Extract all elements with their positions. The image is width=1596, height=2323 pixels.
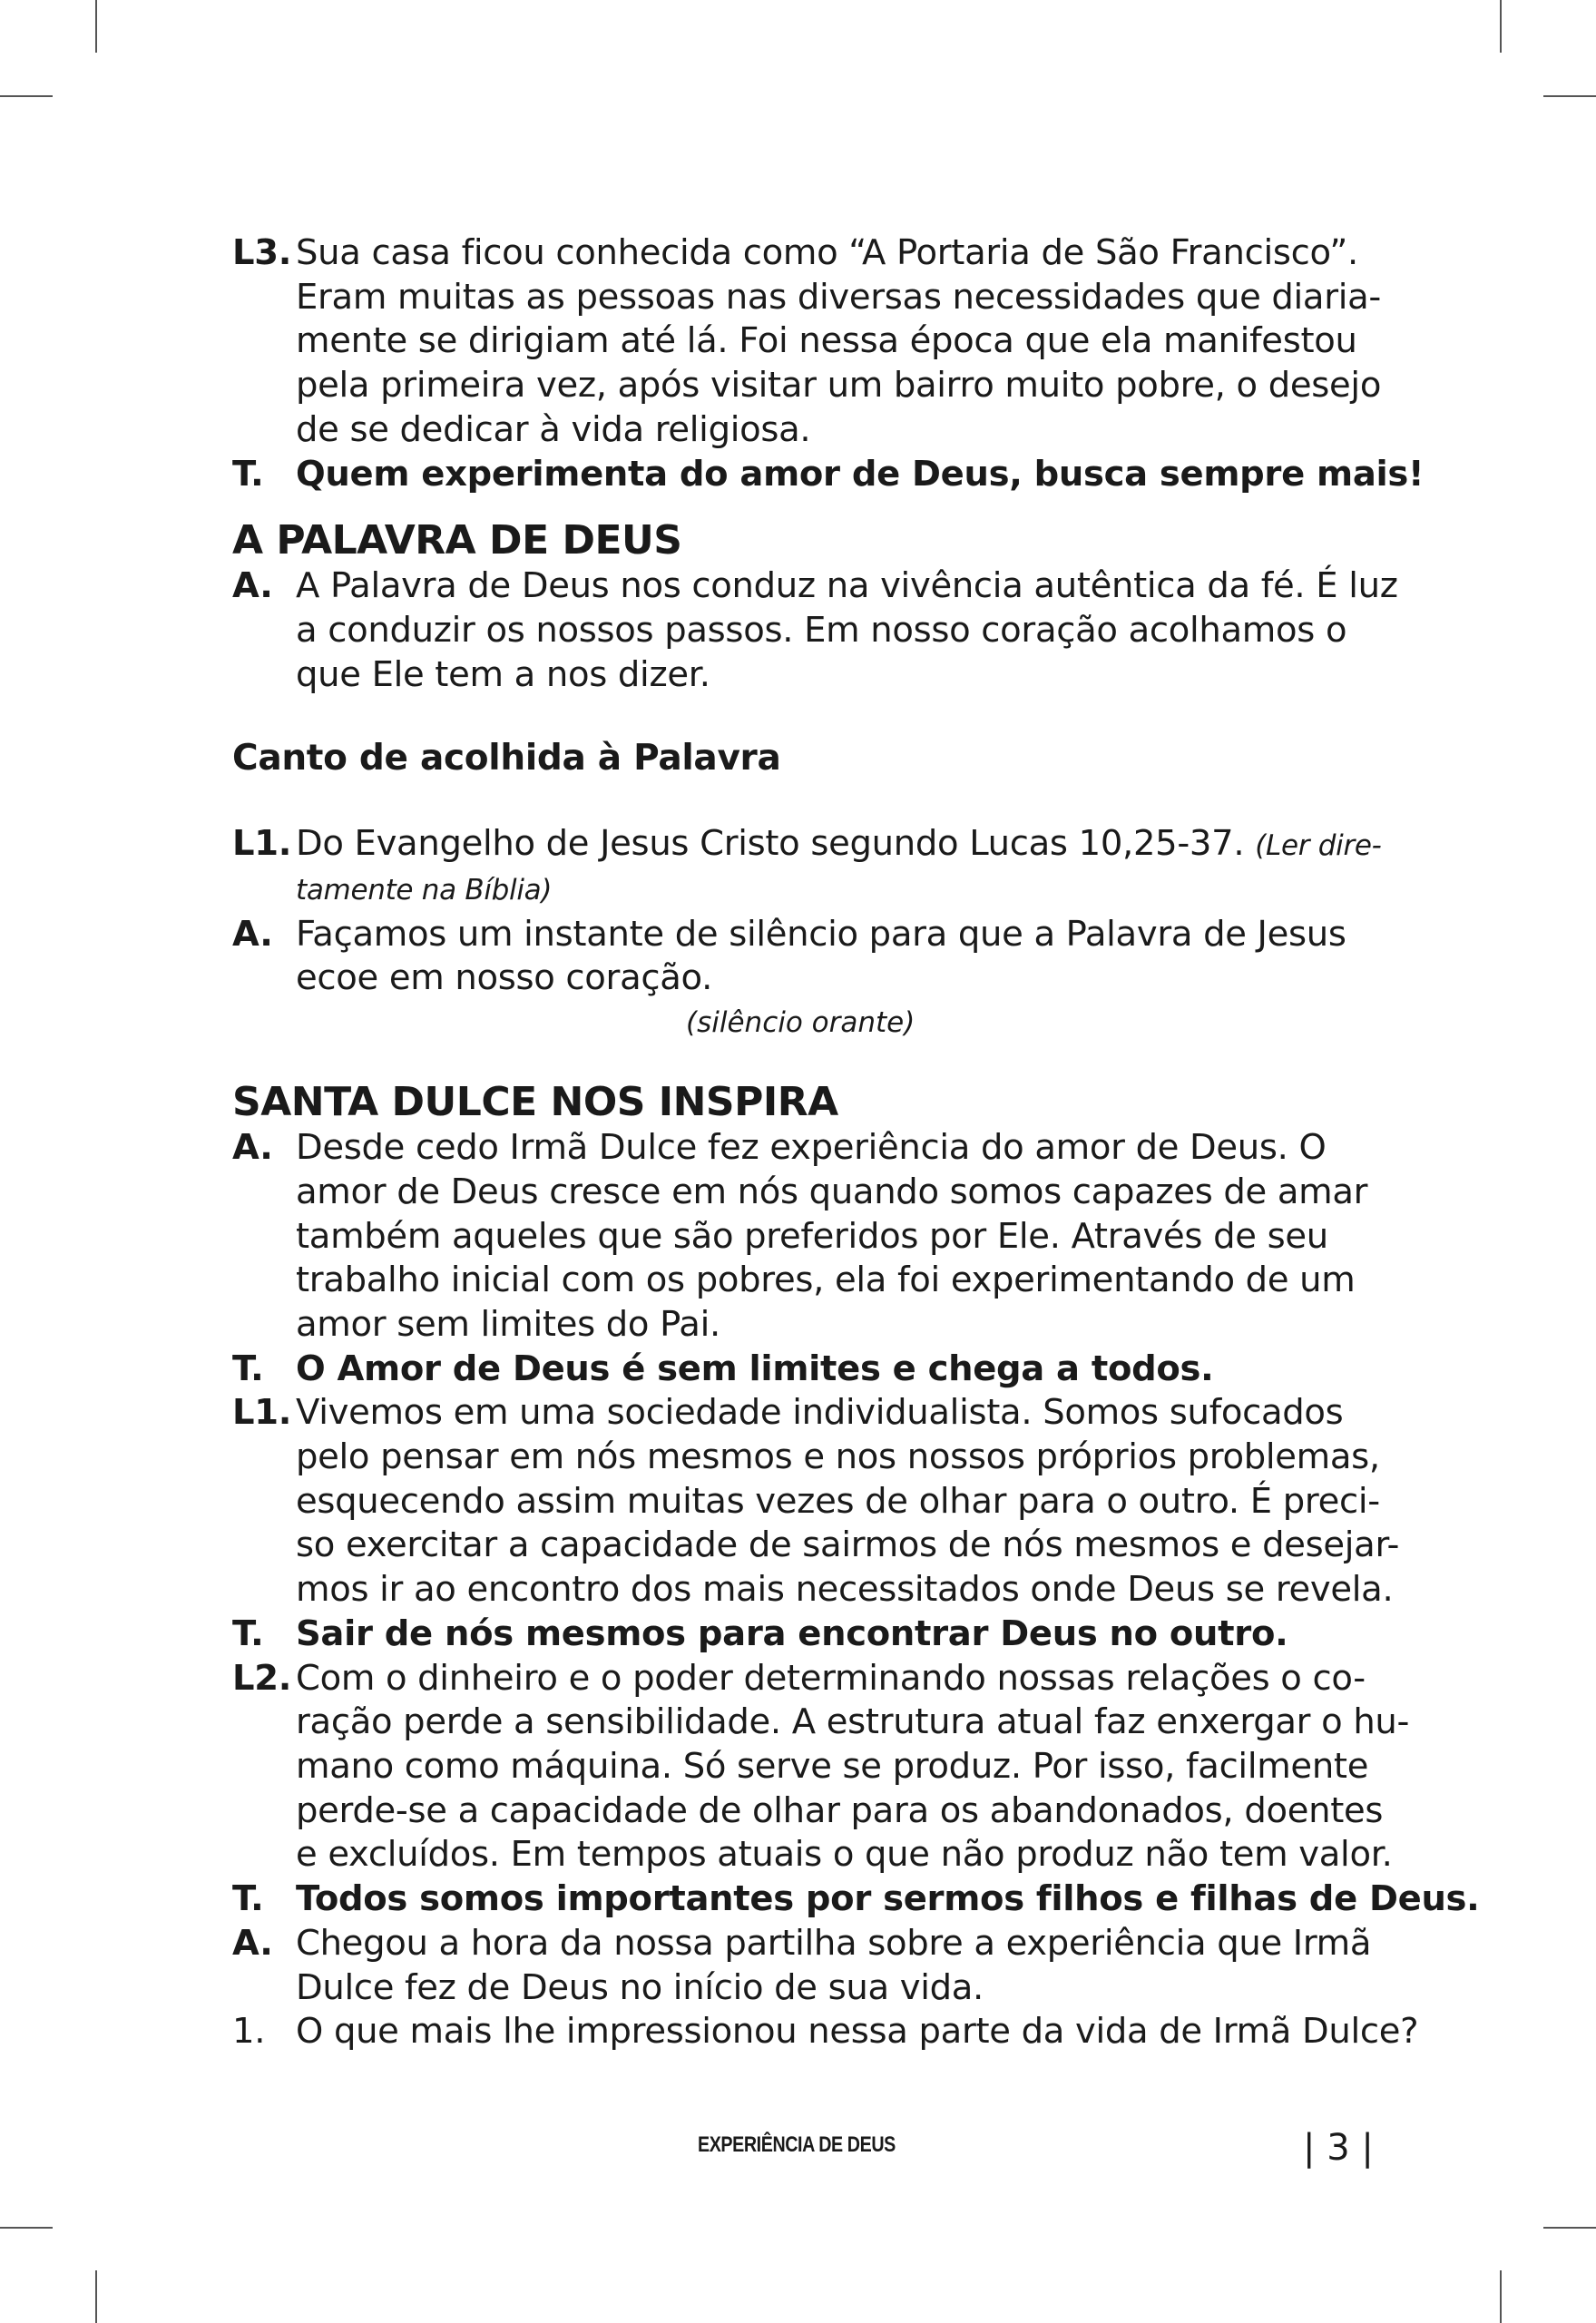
speaker-label: A. [232,565,273,607]
reading-santa-a2 [232,1922,1372,2010]
subheading: Canto de acolhida à Palavra [232,738,781,779]
speaker-label: A. [232,913,273,955]
speaker-label: T. [232,1612,264,1654]
text-line: trabalho inicial com os pobres, ela foi experimentando de um [296,1260,1356,1301]
italic-note: (silêncio orante) [686,1006,915,1040]
section-heading: SANTA DULCE NOS INSPIRA [232,1079,838,1126]
crop-mark [1500,0,1502,53]
text-line: A Palavra de Deus nos conduz na vivência autêntica da fé. É luz [296,565,1398,607]
crop-mark [0,2227,53,2229]
footer-title: EXPERIÊNCIA DE DEUS [698,2132,896,2157]
text-line: amor de Deus cresce em nós quando somos capazes de amar [296,1171,1368,1212]
crop-mark [95,2270,97,2323]
response-line [232,453,1425,497]
page-footer [0,2125,1596,2171]
speaker-label: T. [232,453,264,495]
response-line [232,1348,1366,1392]
text-line: Façamos um instante de silêncio para que a Palavra de Jesus [296,913,1346,955]
speaker-label: L1. [232,1392,292,1434]
question-item [232,2010,1419,2054]
reading-l1-gospel [232,822,1382,912]
text-line: e excluídos. Em tempos atuais o que não produz não tem valor. [296,1834,1393,1876]
speaker-label: T. [232,1348,264,1389]
text-line: mano como máquina. Só serve se produz. Por isso, facilmente [296,1745,1369,1787]
reading-a [232,564,1398,697]
text-line: pela primeira vez, após visitar um bairro muito pobre, o desejo [296,365,1382,407]
text-line: Com o dinheiro e o poder determinando nossas relações o co- [296,1657,1366,1699]
reading-a2 [232,913,1366,1001]
text-line: esquecendo assim muitas vezes de olhar para o outro. É preci- [296,1480,1380,1522]
section-heading: A PALAVRA DE DEUS [232,517,682,564]
crop-mark [95,0,97,53]
text-line: perde-se a capacidade de olhar para os abandonados, doentes [296,1789,1384,1831]
crop-mark [1543,95,1596,97]
text-line: pelo pensar em nós mesmos e nos nossos próprios problemas, [296,1436,1380,1478]
reading-santa-a [232,1126,1366,1348]
text-line: também aqueles que são preferidos por Ele. Através de seu [296,1215,1328,1257]
text-line: Eram muitas as pessoas nas diversas necessidades que diaria- [296,276,1382,318]
text-line: amor sem limites do Pai. [296,1303,720,1345]
question-number: 1. [232,2011,266,2053]
text-line: Sua casa ficou conhecida como “A Portaria de São Francisco”. [296,232,1358,273]
text-line: a conduzir os nossos passos. Em nosso coração acolhamos o [296,609,1347,651]
text-line: de se dedicar à vida religiosa. [296,408,811,450]
response-text: Quem experimenta do amor de Deus, busca sempre mais! [296,453,1425,495]
response-line [232,1877,1480,1922]
text-line: que Ele tem a nos dizer. [296,653,710,695]
response-text: Sair de nós mesmos para encontrar Deus no outro. [296,1612,1288,1654]
question-text: O que mais lhe impressionou nessa parte da vida de Irmã Dulce? [296,2011,1419,2053]
text-line: mente se dirigiam até lá. Foi nessa época que ela manifestou [296,320,1357,362]
reading-santa-l2 [232,1657,1410,1878]
crop-mark [1500,2270,1502,2323]
response-text: Todos somos importantes por sermos filhos e filhas de Deus. [296,1878,1480,1920]
speaker-label: A. [232,1127,273,1169]
page-number: | 3 | [1303,2127,1374,2169]
text-line: ração perde a sensibilidade. A estrutura atual faz enxergar o hu- [296,1701,1410,1743]
text-line: Dulce fez de Deus no início de sua vida. [296,1966,984,2008]
italic-note: tamente na Bíblia) [296,874,553,907]
speaker-label: A. [232,1922,273,1964]
response-text: O Amor de Deus é sem limites e chega a todos. [296,1348,1214,1389]
text-line: Desde cedo Irmã Dulce fez experiência do amor de Deus. O [296,1127,1327,1169]
page-content [232,231,1480,2054]
reading-santa-l1 [232,1391,1400,1612]
text-line: ecoe em nosso coração. [296,957,713,999]
reading-l3 [232,231,1382,453]
speaker-label: T. [232,1878,264,1920]
crop-mark [1543,2227,1596,2229]
crop-mark [0,95,53,97]
text-line: so exercitar a capacidade de sairmos de nós mesmos e desejar- [296,1524,1400,1566]
text-line: Chegou a hora da nossa partilha sobre a experiência que Irmã [296,1922,1372,1964]
text-line: mos ir ao encontro dos mais necessitados onde Deus se revela. [296,1569,1394,1611]
response-line [232,1612,1366,1657]
text-line: Vivemos em uma sociedade individualista. Somos sufocados [296,1392,1344,1434]
italic-note: (Ler dire- [1255,829,1382,863]
speaker-label: L1. [232,823,292,865]
text-line: Do Evangelho de Jesus Cristo segundo Lucas 10,25-37. [296,823,1245,865]
speaker-label: L2. [232,1657,292,1699]
speaker-label: L3. [232,232,292,273]
